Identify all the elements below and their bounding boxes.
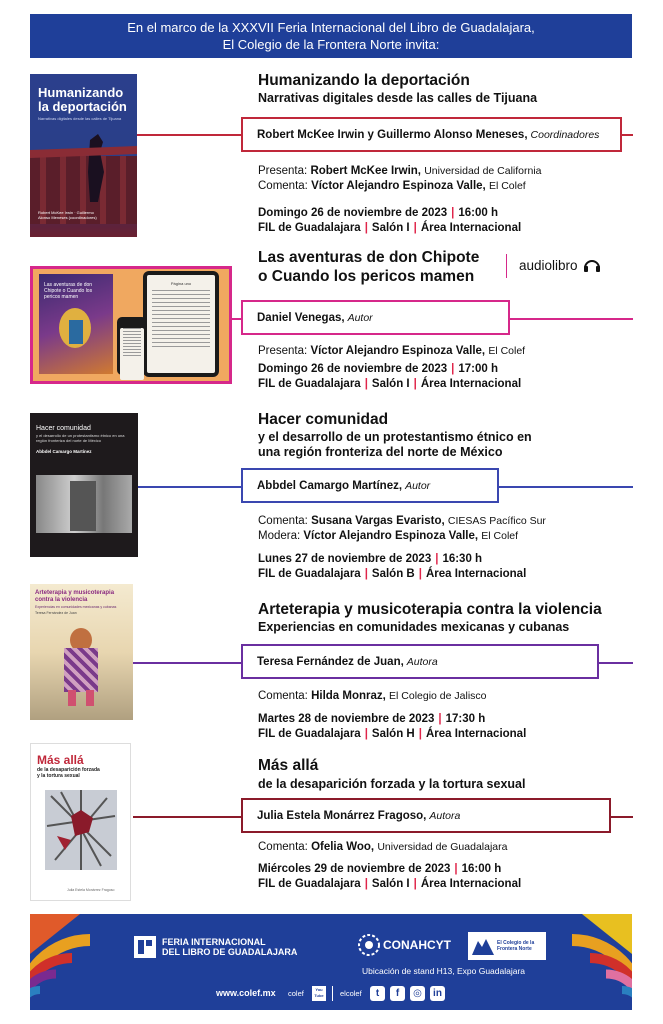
event-1-subtitle: Narrativas digitales desde las calles de Tijuana	[258, 91, 538, 105]
event-5-title: Más allá	[258, 757, 319, 774]
book-cover-humanizando	[30, 74, 137, 237]
book-cover-arteterapia: Arteterapia y musicoterapia contra la violencia Experiencias en comunidades mexicanas y cubanas Teresa Fernández de Juan	[30, 584, 133, 720]
tablet-device: Página uno	[143, 271, 219, 377]
event-3-schedule: Lunes 27 de noviembre de 2023 | 16:30 h FIL de Guadalajara | Salón B | Área Internacional	[258, 553, 527, 580]
decorative-arcs-right	[542, 914, 632, 1010]
event-2-title-line-1: Las aventuras de don Chipote	[258, 249, 480, 266]
event-4-subtitle: Experiencias en comunidades mexicanas y cubanas	[258, 620, 570, 634]
event-5-schedule: Miércoles 29 de noviembre de 2023 | 16:00 h FIL de Guadalajara | Salón I | Área Internacional	[258, 863, 522, 890]
people-name: Teresa Fernández de Juan,	[257, 655, 404, 668]
event-2-people-box	[241, 300, 510, 335]
people-role: Coordinadores	[530, 128, 600, 141]
event-4-title: Arteterapia y musicoterapia contra la violencia	[258, 601, 602, 618]
event-2-title-line-2: o Cuando los pericos mamen	[258, 268, 475, 285]
conahcyt-mark-icon	[358, 934, 380, 956]
people-role: Autora	[429, 809, 461, 822]
printed-book: Las aventuras de don Chipote o Cuando los pericos mamen	[39, 274, 113, 374]
youtube-icon[interactable]: You Tube	[312, 986, 326, 1001]
people-name: Robert McKee Irwin y Guillermo Alonso Meneses,	[257, 128, 528, 141]
decorative-arcs-left	[30, 914, 120, 1010]
people-name: Abbdel Camargo Martínez,	[257, 479, 403, 492]
audiobook-label: audiolibro	[519, 257, 602, 273]
book-cover-mas-alla: Más allá de la desaparición forzada y la tortura sexual Julia Estela Monárrez Fragoso	[30, 743, 131, 901]
fil-logo: FERIA INTERNACIONAL DEL LIBRO DE GUADALAJARA	[134, 936, 297, 958]
event-2-schedule: Domingo 26 de noviembre de 2023 | 17:00 h FIL de Guadalajara | Salón I | Área Internacional	[258, 363, 522, 390]
phone-device	[117, 317, 147, 375]
cover-illustration	[31, 786, 130, 876]
header-line-1: En el marco de la XXXVII Feria Internacional del Libro de Guadalajara,	[127, 20, 535, 35]
event-3-people-box	[241, 468, 499, 503]
fil-logo-mark	[134, 936, 156, 958]
people-role: Autor	[405, 479, 431, 492]
cover-illustration	[60, 628, 104, 708]
cover-subtitle: Narrativas digitales desde las calles de Tijuana	[38, 116, 122, 121]
event-3-title: Hacer comunidad	[258, 411, 389, 428]
website-link[interactable]: www.colef.mx	[216, 988, 276, 998]
people-role: Autora	[406, 655, 438, 668]
twitter-icon[interactable]: t	[370, 986, 385, 1001]
cover-authors: Robert McKee Irwin · Guillermo Alonso Meneses (coordinadores)	[38, 210, 97, 220]
social-handle[interactable]: elcolef	[340, 989, 362, 998]
event-1-schedule: Domingo 26 de noviembre de 2023 | 16:00 h FIL de Guadalajara | Salón I | Área Internacional	[258, 207, 522, 234]
book-cover-don-chipote	[30, 266, 232, 384]
audiobook-divider	[506, 254, 507, 278]
colef-logo: El Colegio de la Frontera Norte	[468, 932, 546, 960]
colef-mark-icon	[472, 937, 494, 955]
linkedin-icon[interactable]: in	[430, 986, 445, 1001]
header-line-2: El Colegio de la Frontera Norte invita:	[222, 37, 440, 52]
cover-title: Humanizando la deportación	[38, 85, 127, 114]
event-3-subtitle-line-2: una región fronteriza del norte de México	[258, 445, 503, 459]
event-4-participants: Comenta: Hilda Monraz, El Colegio de Jalisco	[258, 690, 487, 702]
event-1-people-box	[241, 117, 622, 152]
event-1-title: Humanizando la deportación	[258, 72, 470, 89]
people-role: Autor	[347, 311, 373, 324]
event-4-schedule: Martes 28 de noviembre de 2023 | 17:30 h FIL de Guadalajara | Salón H | Área Internacional	[258, 713, 527, 740]
event-5-subtitle: de la desaparición forzada y la tortura sexual	[258, 777, 526, 791]
instagram-icon[interactable]: ◎	[410, 986, 425, 1001]
event-1-participants: Presenta: Robert McKee Irwin, Universidad de California Comenta: Víctor Alejandro Espinoza Valle, El Colef	[258, 165, 542, 192]
people-name: Daniel Venegas,	[257, 311, 345, 324]
youtube-handle[interactable]: colef	[288, 989, 304, 998]
people-name: Julia Estela Monárrez Fragoso,	[257, 809, 427, 822]
stand-location: Ubicación de stand H13, Expo Guadalajara	[362, 966, 526, 976]
invitation-header	[30, 14, 632, 58]
footer-divider	[332, 986, 333, 1001]
headphones-icon	[582, 257, 602, 273]
book-cover-hacer-comunidad: Hacer comunidad y el desarrollo de un protestantismo étnico en una región fronteriza del norte de México Abbdel Camargo Martínez	[30, 413, 138, 557]
footer-banner	[30, 914, 632, 1010]
event-2-participants: Presenta: Víctor Alejandro Espinoza Valle, El Colef	[258, 345, 526, 357]
event-5-participants: Comenta: Ofelia Woo, Universidad de Guadalajara	[258, 841, 508, 853]
conahcyt-logo: CONAHCYT	[358, 934, 451, 956]
cover-photo	[36, 475, 132, 533]
event-3-subtitle-line-1: y el desarrollo de un protestantismo étnico en	[258, 430, 532, 444]
event-5-people-box	[241, 798, 611, 833]
event-4-people-box	[241, 644, 599, 679]
facebook-icon[interactable]: f	[390, 986, 405, 1001]
event-3-participants: Comenta: Susana Vargas Evaristo, CIESAS Pacífico Sur Modera: Víctor Alejandro Espinoza Valle, El Colef	[258, 515, 546, 542]
